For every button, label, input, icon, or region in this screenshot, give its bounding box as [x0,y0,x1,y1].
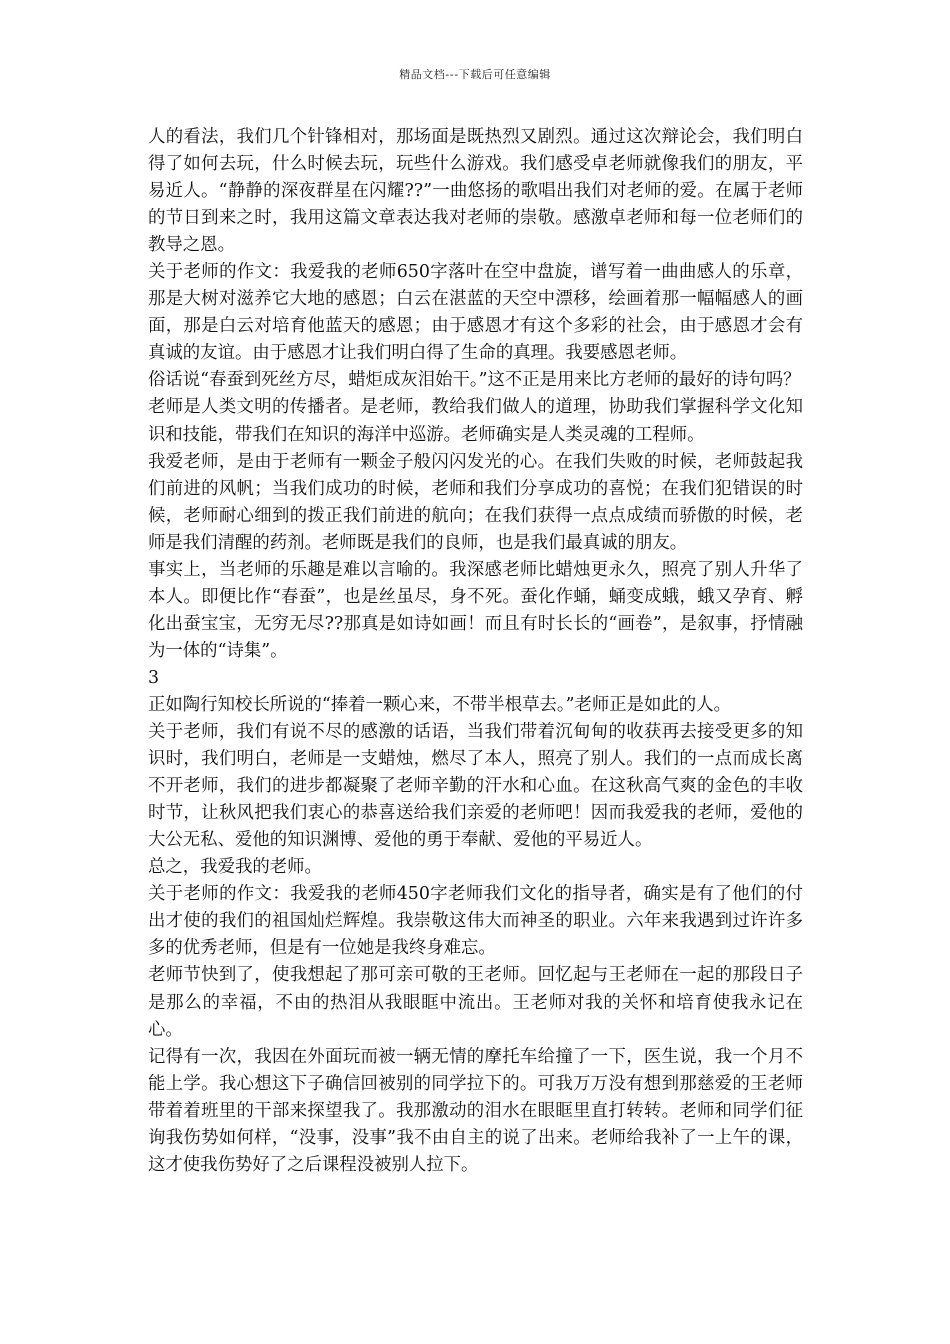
paragraph: 关于老师的作文：我爱我的老师650字落叶在空中盘旋，谱写着一曲曲感人的乐章，那是大树对滋养它大地的感恩；白云在湛蓝的天空中漂移，绘画着那一幅幅感人的画面，那是白云对培育他蓝天的感恩；由于感恩才有这个多彩的社会，由于感恩才会有真诚的友谊。由于感恩才让我们明白得了生命的真理。我要感恩老师。 [148,262,803,364]
paragraph: 老师是人类文明的传播者。是老师，教给我们做人的道理，协助我们掌握科学文化知识和技能，带我们在知识的海洋中巡游。老师确实是人类灵魂的工程师。 [148,397,803,445]
paragraph: 总之，我爱我的老师。 [148,857,322,878]
paragraph: 关于老师的作文：我爱我的老师450字老师我们文化的指导者，确实是有了他们的付出才使的我们的祖国灿烂辉煌。我崇敬这伟大而神圣的职业。六年来我遇到过许许多多的优秀老师，但是有一位她是我终身难忘。 [148,884,803,959]
paragraph: 老师节快到了，使我想起了那可亲可敬的王老师。回忆起与王老师在一起的那段日子是那么的幸福，不由的热泪从我眼眶中流出。王老师对我的关怀和培育使我永记在心。 [148,965,803,1040]
paragraph: 关于老师，我们有说不尽的感激的话语，当我们带着沉甸甸的收获再去接受更多的知识时，我们明白，老师是一支蜡烛，燃尽了本人，照亮了别人。我们的一点而成长离不开老师，我们的进步都凝聚了老师辛勤的汗水和心血。在这秋高气爽的金色的丰收时节，让秋风把我们衷心的恭喜送给我们亲爱的老师吧！因而我爱我的老师，爱他的大公无私、爱他的知识渊博、爱他的勇于奉献、爱他的平易近人。 [148,722,803,851]
paragraph: 我爱老师，是由于老师有一颗金子般闪闪发光的心。在我们失败的时候，老师鼓起我们前进的风帆；当我们成功的时候，老师和我们分享成功的喜悦；在我们犯错误的时候，老师耐心细到的拨正我们前进的航向；在我们获得一点点成绩而骄傲的时候，老师是我们清醒的药剂。老师既是我们的良师，也是我们最真诚的朋友。 [148,451,803,553]
page-header: 精品文档---下载后可任意编辑 [399,68,551,81]
paragraph: 俗话说“春蚕到死丝方尽，蜡炬成灰泪始干。”这不正是用来比方老师的最好的诗句吗？ [148,370,801,391]
paragraph: 记得有一次，我因在外面玩而被一辆无情的摩托车给撞了一下，医生说，我一个月不能上学。我心想这下子确信回被别的同学拉下的。可我万万没有想到那慈爱的王老师带着着班里的干部来探望我了。我那激动的泪水在眼眶里直打转转。老师和同学们征询我伤势如何样，“没事，没事”我不由自主的说了出来。老师给我补了一上午的课，这才使我伤势好了之后课程没被别人拉下。 [148,1046,803,1175]
document-body [148,124,803,1179]
paragraph: 人的看法，我们几个针锋相对，那场面是既热烈又剧烈。通过这次辩论会，我们明白得了如何去玩，什么时候去玩，玩些什么游戏。我们感受卓老师就像我们的朋友，平易近人。“静静的深夜群星在闪耀??”一曲悠扬的歌唱出我们对老师的爱。在属于老师的节日到来之时，我用这篇文章表达我对老师的崇敬。感激卓老师和每一位老师们的教导之恩。 [148,127,803,256]
paragraph: 事实上，当老师的乐趣是难以言喻的。我深感老师比蜡烛更永久，照亮了别人升华了本人。即便比作“春蚕”，也是丝虽尽，身不死。蚕化作蛹，蛹变成蛾，蛾又孕育、孵化出蚕宝宝，无穷无尽??那真是如诗如画！而且有时长长的“画卷”，是叙事，抒情融为一体的“诗集”。 [148,559,803,661]
page-number-marker: 3 [148,667,160,688]
paragraph: 正如陶行知校长所说的“捧着一颗心来，不带半根草去。”老师正是如此的人。 [148,694,731,715]
